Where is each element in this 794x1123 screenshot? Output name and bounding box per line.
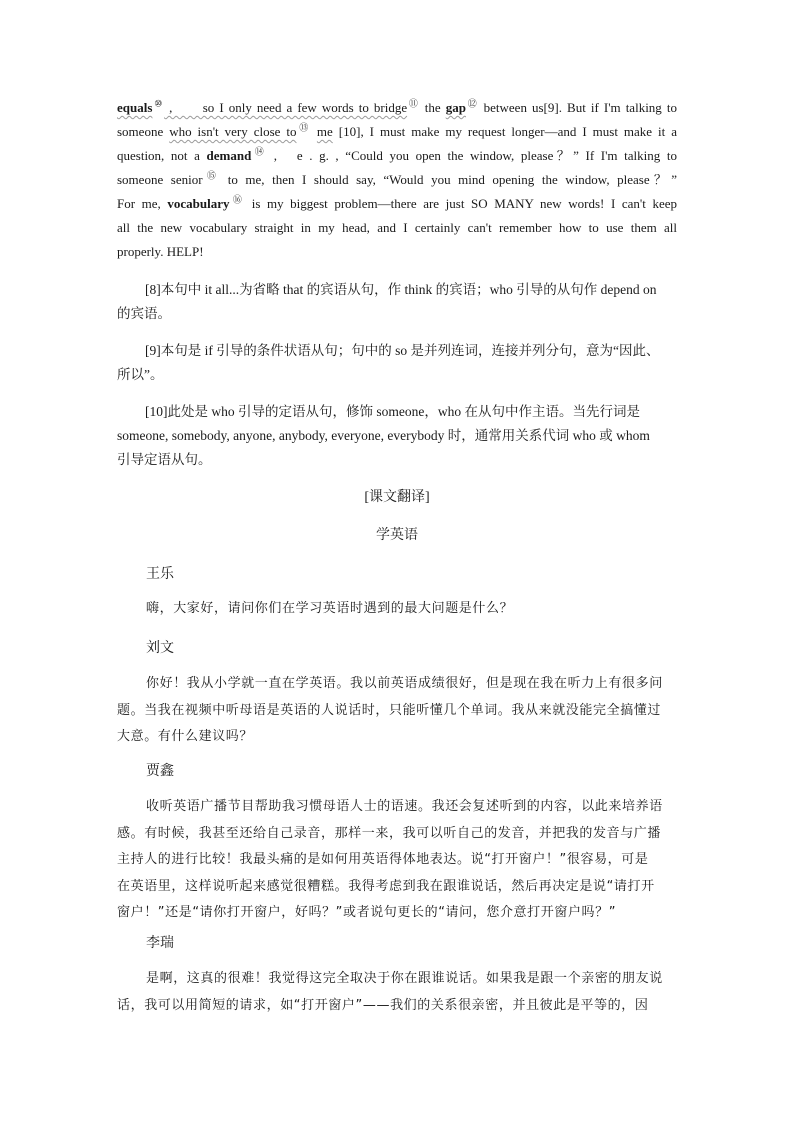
speaker-name: 刘文 — [146, 640, 174, 656]
speaker-text-cont — [117, 821, 678, 927]
passage-line: someone who isn't very close to⑬ me [10], I must make my request longer—and I must make it a — [117, 122, 677, 139]
speaker-text-cont — [117, 993, 678, 1020]
note-8 — [117, 278, 677, 326]
passage-line: someone senior⑮ to me, then I should say, “Would you mind opening the window, please？” — [117, 170, 677, 187]
section-label: [课文翻译] — [364, 490, 430, 505]
translation-title: 学英语 — [376, 528, 418, 543]
speaker-name: 王乐 — [146, 566, 174, 582]
passage-line: For me, vocabulary⑯ is my biggest problem—there are just SO MANY new words! I can't keep — [117, 194, 677, 211]
note-line: [10]此处是 who 引导的定语从句，修饰 someone，who 在从句中作主语。当先行词是 — [145, 404, 640, 419]
speaker-name: 李瑞 — [146, 935, 174, 951]
english-passage — [117, 96, 677, 264]
passage-line: all the new vocabulary straight in my head, and I certainly can't remember how to use them all — [117, 220, 677, 235]
note-line: someone, somebody, anyone, anybody, everyone, everybody 时，通常用关系代词 who 或 whom — [117, 428, 650, 443]
speaker-text — [146, 794, 678, 821]
passage-line: properly. HELP! — [117, 244, 204, 259]
text-line: 在英语里，这样说听起来感觉很糟糕。我得考虑到我在跟谁说话，然后再决定是说“请打开 — [117, 878, 655, 894]
speaker-name: 贾鑫 — [146, 763, 174, 779]
note-line: 所以”。 — [117, 367, 164, 382]
speaker-text — [146, 966, 678, 993]
text-line: 你好！我从小学就一直在学英语。我以前英语成绩很好，但是现在我在听力上有很多问 — [146, 676, 663, 691]
text-line: 话，我可以用简短的请求，如“打开窗户”——我们的关系很亲密，并且彼此是平等的，因 — [117, 997, 649, 1013]
text-line: 大意。有什么建议吗？ — [117, 729, 254, 744]
text-line: 嗨，大家好，请问你们在学习英语时遇到的最大问题是什么？ — [146, 601, 514, 616]
text-line: 收听英语广播节目帮助我习惯母语人士的语速。我还会复述听到的内容，以此来培养语 — [146, 799, 663, 814]
text-line: 主持人的进行比较！我最头痛的是如何用英语得体地表达。说“打开窗户！”很容易，可是 — [117, 852, 649, 867]
text-line: 窗户！”还是“请你打开窗户，好吗？”或者说句更长的“请问，您介意打开窗户吗？” — [117, 905, 617, 920]
speaker-text-cont — [117, 698, 678, 751]
note-10 — [117, 400, 677, 472]
note-line: [8]本句中 it all...为省略 that 的宾语从句，作 think 的宾语；who 引导的从句作 depend on — [145, 282, 657, 297]
text-line: 是啊，这真的很难！我觉得这完全取决于你在跟谁说话。如果我是跟一个亲密的朋友说 — [146, 971, 663, 986]
speaker-text — [146, 671, 678, 698]
text-line: 题。当我在视频中听母语是英语的人说话时，只能听懂几个单词。我从来就没能完全搞懂过 — [117, 702, 662, 718]
speaker-text — [146, 596, 678, 623]
note-9 — [117, 339, 677, 387]
passage-line: equals⑩ , so I only need a few words to bridge⑪ the gap⑫ between us[9]. But if I'm talking to — [117, 98, 677, 115]
note-line: 引导定语从句。 — [117, 452, 212, 467]
note-line: [9]本句是 if 引导的条件状语从句；句中的 so 是并列连词，连接并列分句，意为“因此、 — [145, 343, 660, 358]
passage-line: question, not a demand⑭ , e . g. , “Could you open the window, please？” If I'm talking to — [117, 146, 677, 163]
note-line: 的宾语。 — [117, 306, 171, 321]
text-line: 感。有时候，我甚至还给自己录音，那样一来，我可以听自己的发音，并把我的发音与广播 — [117, 825, 662, 841]
